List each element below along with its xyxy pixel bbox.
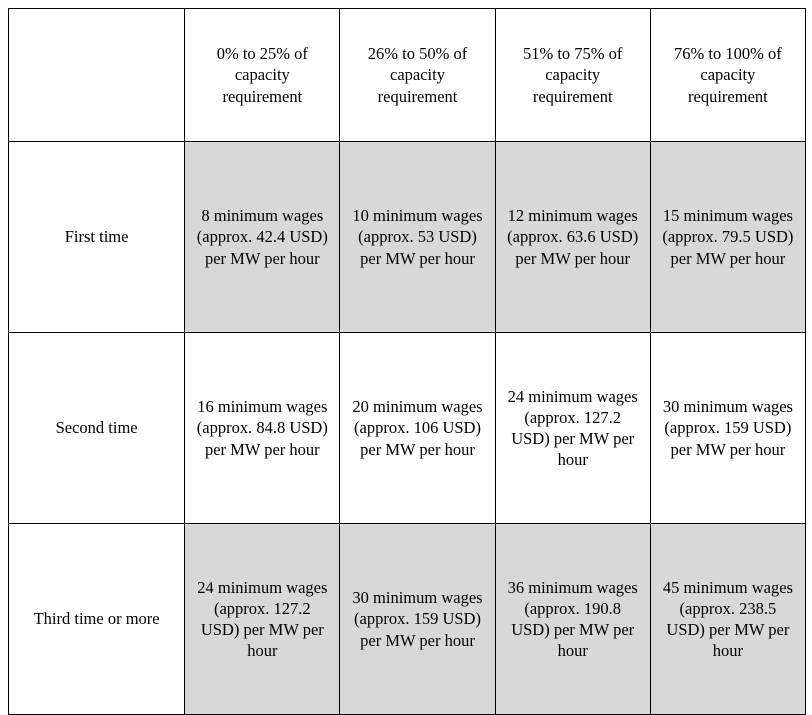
column-header-3: 51% to 75% of capacity requirement <box>495 9 650 142</box>
cell-third-time-col1: 24 minimum wages (approx. 127.2 USD) per MW per hour <box>185 524 340 715</box>
cell-second-time-col2: 20 minimum wages (approx. 106 USD) per MW per hour <box>340 333 495 524</box>
column-header-1: 0% to 25% of capacity requirement <box>185 9 340 142</box>
column-header-4: 76% to 100% of capacity requirement <box>650 9 805 142</box>
cell-third-time-col4: 45 minimum wages (approx. 238.5 USD) per MW per hour <box>650 524 805 715</box>
table-row <box>9 142 806 333</box>
cell-third-time-col2: 30 minimum wages (approx. 159 USD) per MW per hour <box>340 524 495 715</box>
cell-second-time-col1: 16 minimum wages (approx. 84.8 USD) per MW per hour <box>185 333 340 524</box>
cell-first-time-col2: 10 minimum wages (approx. 53 USD) per MW per hour <box>340 142 495 333</box>
table-header-row <box>9 9 806 142</box>
column-header-2: 26% to 50% of capacity requirement <box>340 9 495 142</box>
table-row <box>9 524 806 715</box>
row-label-third-time-or-more: Third time or more <box>9 524 185 715</box>
cell-first-time-col3: 12 minimum wages (approx. 63.6 USD) per MW per hour <box>495 142 650 333</box>
table-corner-cell <box>9 9 185 142</box>
row-label-first-time: First time <box>9 142 185 333</box>
table-row <box>9 333 806 524</box>
cell-second-time-col3: 24 minimum wages (approx. 127.2 USD) per MW per hour <box>495 333 650 524</box>
penalty-rates-table <box>8 8 806 715</box>
cell-third-time-col3: 36 minimum wages (approx. 190.8 USD) per MW per hour <box>495 524 650 715</box>
cell-first-time-col1: 8 minimum wages (approx. 42.4 USD) per MW per hour <box>185 142 340 333</box>
cell-second-time-col4: 30 minimum wages (approx. 159 USD) per MW per hour <box>650 333 805 524</box>
row-label-second-time: Second time <box>9 333 185 524</box>
cell-first-time-col4: 15 minimum wages (approx. 79.5 USD) per MW per hour <box>650 142 805 333</box>
